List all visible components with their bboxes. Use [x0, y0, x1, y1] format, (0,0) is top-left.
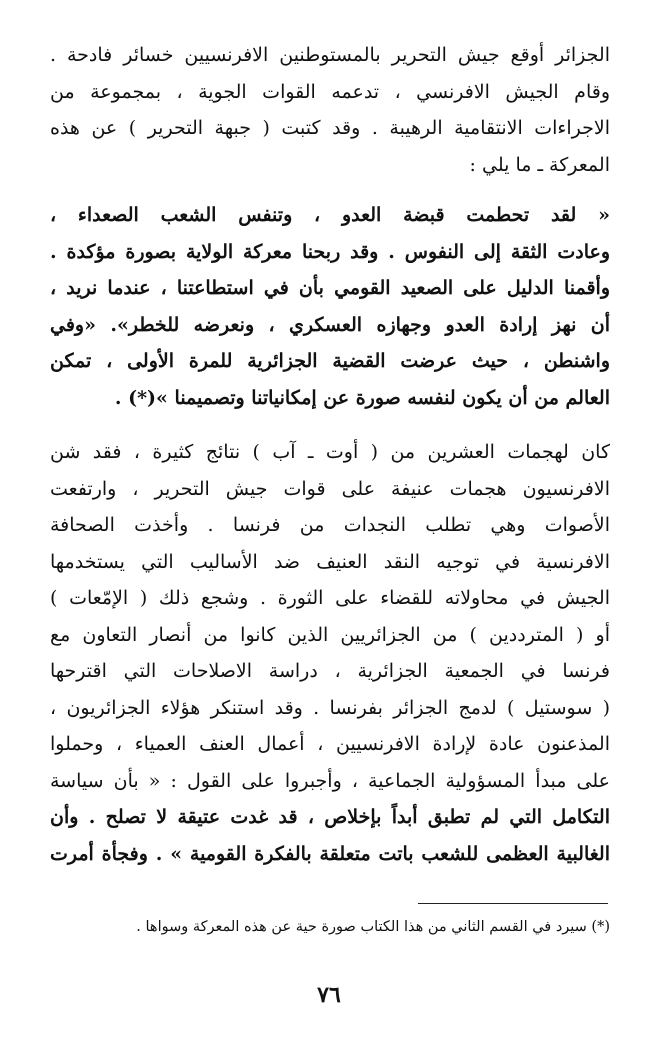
quote-line: واشنطن ، حيث عرضت القضية الجزائرية للمرة الأولى ، تمكن	[50, 350, 610, 372]
text-line: الجيش في محاولاته للقضاء على الثورة . وشجع ذلك ( الإمّعات )	[50, 587, 610, 609]
text-line: الغالبية العظمى للشعب باتت متعلقة بالفكرة القومية » . وفجأة أمرت	[50, 842, 610, 865]
text-line: الافرنسية في توجيه النقد العنيف ضد الأساليب التي يستخدمها	[50, 550, 610, 573]
paragraph-intro	[50, 37, 610, 183]
quote-line: أن نهز إرادة العدو وجهازه العسكري ، ونعرضه للخطر». «وفي	[50, 313, 610, 336]
text-line: المعركة ـ ما يلي :	[469, 153, 610, 176]
text-line: الأصوات وهي تطلب النجدات من فرنسا . وأخذت الصحافة	[50, 514, 610, 536]
text-line: التكامل التي لم تطبق أبداً بإخلاص ، قد غدت عتيقة لا تصلح . وأن	[50, 806, 610, 828]
quote-line: العالم من أن يكون لنفسه صورة عن إمكانياتنا وتصميمنا »(*) .	[114, 386, 610, 409]
page-number: ٧٦	[317, 982, 341, 1008]
text-line: ( سوستيل ) لدمج الجزائر بفرنسا . وقد استنكر هؤلاء الجزائريون ،	[50, 696, 610, 719]
text-line: كان لهجمات العشرين من ( أوت ـ آب ) نتائج كثيرة ، فقد شن	[50, 441, 610, 463]
quote-line: وأقمنا الدليل على الصعيد القومي بأن في استطاعتنا ، عندما نريد ،	[50, 277, 610, 299]
footnote: (*) سيرد في القسم الثاني من هذا الكتاب صورة حية عن هذه المعركة وسواها .	[136, 919, 610, 935]
quote-line: « لقد تحطمت قبضة العدو ، وتنفس الشعب الصعداء ،	[50, 204, 610, 226]
text-line: أو ( المترددين ) من الجزائريين الذين كانوا من أنصار التعاون مع	[50, 623, 610, 646]
text-line: الجزائر أوقع جيش التحرير بالمستوطنين الافرنسيين خسائر فادحة .	[50, 44, 610, 66]
text-line: على مبدأ المسؤولية الجماعية ، وأجبروا على القول : « بأن سياسة	[50, 769, 610, 792]
text-line: المذعنون عادة لإرادة الافرنسيين ، أعمال العنف العمياء ، وحملوا	[50, 733, 610, 755]
quote-line: وعادت الثقة إلى النفوس . وقد ربحنا معركة الولاية بصورة مؤكدة .	[50, 240, 610, 263]
quote-paragraph	[50, 197, 610, 416]
paragraph-main	[50, 434, 610, 872]
text-line: الاجراءات الانتقامية الرهيبة . وقد كتبت ( جبهة التحرير ) عن هذه	[50, 117, 610, 139]
text-line: فرنسا في الجمعية الجزائرية ، دراسة الاصلاحات التي اقترحها	[50, 660, 610, 682]
text-line: الافرنسيون هجمات عنيفة على قوات جيش التحرير ، وارتفعت	[50, 477, 610, 500]
footnote-divider	[418, 903, 608, 904]
text-line: وقام الجيش الافرنسي ، تدعمه القوات الجوية ، بمجموعة من	[50, 80, 610, 103]
